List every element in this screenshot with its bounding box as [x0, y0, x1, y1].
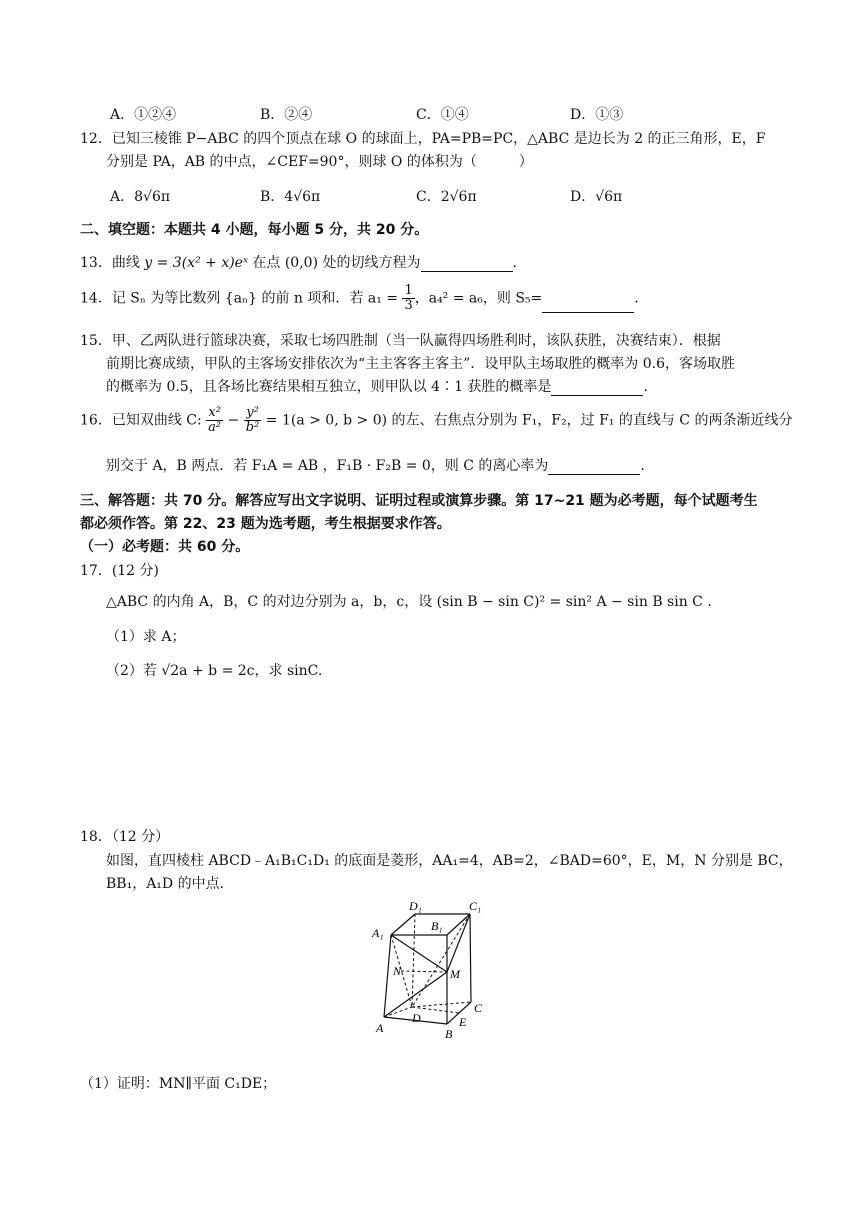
q13-suffix: 处的切线方程为 — [318, 255, 421, 271]
line-c1-m — [447, 914, 470, 972]
q18-line2: BB₁，A₁D 的中点． — [106, 876, 234, 892]
q16-prefix: 16．已知双曲线 C: — [80, 412, 207, 429]
label-c1: C₁ — [469, 899, 482, 913]
q13-formula: y = 3(x² + x)eˣ — [144, 255, 248, 271]
label-a: A — [376, 1021, 384, 1035]
label-d1: D₁ — [409, 899, 422, 913]
q14-prefix: 14．记 Sₙ 为等比数列 {aₙ} 的前 n 项和．若 a₁ = — [80, 290, 403, 307]
q11-option-b: B．②④ — [260, 107, 313, 123]
label-e: E — [459, 1015, 467, 1029]
q15-end: . — [643, 379, 648, 395]
label-c: C — [474, 1001, 483, 1015]
q12-option-c: C．2√6π — [416, 189, 477, 205]
q16-answer-blank — [548, 460, 640, 475]
section-2-title: 二、填空题：本题共 4 小题，每小题 5 分，共 20 分。 — [80, 222, 429, 238]
label-b1: B₁ — [431, 919, 443, 933]
q13 — [80, 252, 517, 272]
q12-option-d: D．√6π — [570, 189, 623, 205]
q12-options — [110, 186, 710, 206]
edge-c1-c — [470, 914, 471, 1002]
q16-frac-x — [206, 406, 223, 435]
q16-frac-x-den: a² — [208, 420, 222, 435]
q14-answer-blank — [542, 298, 634, 313]
section-3-title-line1: 三、解答题：共 70 分。解答应写出文字说明、证明过程或演算步骤。第 17~21 题为必考题，每个试题考生 — [80, 493, 758, 509]
q16-line1 — [80, 406, 792, 435]
q18-heading: 18．（12 分） — [80, 829, 170, 845]
q14-numerator: 1 — [404, 283, 413, 298]
q14-mid: ，a₄² = a₆，则 S₅= — [414, 290, 543, 307]
q12-option-a: A．8√6π — [110, 189, 171, 205]
q18-part1: （1）证明：MN∥平面 C₁DE； — [80, 1076, 277, 1092]
q16-frac-y-num: y² — [246, 405, 259, 420]
q15-answer-blank — [551, 381, 643, 396]
q15-line1: 15．甲、乙两队进行篮球决赛，采取七场四胜制（当一队赢得四场胜利时，该队获胜，决赛结束）．根据 — [80, 333, 721, 349]
q15-line2: 前期比赛成绩，甲队的主客场安排依次为“主主客客主客主”．设甲队主场取胜的概率为 0.6，客场取胜 — [106, 356, 736, 372]
section-3-subtitle: （一）必考题：共 60 分。 — [80, 539, 250, 555]
q16-end: . — [640, 458, 645, 474]
edge-c1-b1 — [447, 914, 470, 935]
label-d: D — [412, 1011, 421, 1025]
q14-end: . — [634, 290, 639, 307]
q16-line2 — [106, 455, 645, 475]
q16-minus: − — [223, 412, 244, 429]
q14-denominator: 3 — [404, 298, 413, 313]
q16-line2-text: 别交于 A，B 两点．若 F₁A = AB ，F₁B · F₂B = 0，则 C 的离心率为 — [106, 458, 549, 474]
q17-part2: （2）若 √2a + b = 2c，求 sinC. — [106, 663, 323, 679]
label-a1: A₁ — [372, 926, 384, 940]
q17-heading: 17．(12 分) — [80, 563, 160, 579]
q15-line3-text: 的概率为 0.5，且各场比赛结果相互独立，则甲队以 4∶1 获胜的概率是 — [106, 379, 552, 395]
edge-d-c-hidden — [412, 1002, 471, 1007]
q16-condition: = 1(a > 0, b > 0) — [261, 412, 388, 429]
q13-answer-blank — [421, 257, 513, 272]
q16-frac-y-den: b² — [245, 420, 260, 435]
q11-options — [110, 104, 710, 124]
q16-suffix: 的左、右焦点分别为 F₁，F₂，过 F₁ 的直线与 C 的两条渐近线分 — [387, 412, 793, 429]
label-m: M — [450, 967, 460, 981]
q12-line2: 分别是 PA，AB 的中点，∠CEF=90°，则球 O 的体积为（ ） — [106, 154, 533, 170]
q13-prefix: 13．曲线 — [80, 255, 145, 271]
label-b: B — [445, 1027, 453, 1041]
q12-line1: 12．已知三棱锥 P−ABC 的四个顶点在球 O 的球面上，PA=PB=PC，△ABC 是边长为 2 的正三角形，E，F — [80, 131, 766, 147]
edge-a1-d1 — [391, 914, 415, 935]
q17-part1: （1）求 A； — [106, 629, 186, 645]
section-3-title-line2: 都必须作答。第 22、23 题为选考题，考生根据要求作答。 — [80, 516, 451, 532]
q11-option-c: C．①④ — [416, 107, 469, 123]
q12-option-b: B．4√6π — [260, 189, 321, 205]
q13-mid: 在点 — [247, 255, 285, 271]
line-n-m-hidden — [401, 971, 447, 972]
q17-stem: △ABC 的内角 A，B，C 的对边分别为 a，b，c，设 (sin B − sin C)² = sin² A − sin B sin C . — [106, 594, 712, 610]
edge-a1-a — [384, 935, 391, 1017]
q14-fraction — [402, 284, 414, 313]
q11-option-a: A．①②④ — [110, 107, 177, 123]
q15-line3 — [106, 376, 648, 396]
q11-option-d: D．①③ — [570, 107, 624, 123]
label-n: N — [393, 964, 402, 978]
q13-end: . — [512, 255, 517, 271]
q13-point: (0,0) — [284, 255, 319, 271]
prism-figure — [365, 898, 505, 1043]
edge-a-d-hidden — [384, 1007, 412, 1017]
q16-frac-x-num: x² — [208, 405, 221, 420]
edge-d1-d-hidden — [412, 914, 415, 1007]
q16-frac-y — [244, 406, 262, 435]
q18-line1: 如图，直四棱柱 ABCD﹣A₁B₁C₁D₁ 的底面是菱形，AA₁=4，AB=2，∠BAD=60°，E，M，N 分别是 BC， — [106, 853, 793, 869]
q14 — [80, 284, 639, 313]
